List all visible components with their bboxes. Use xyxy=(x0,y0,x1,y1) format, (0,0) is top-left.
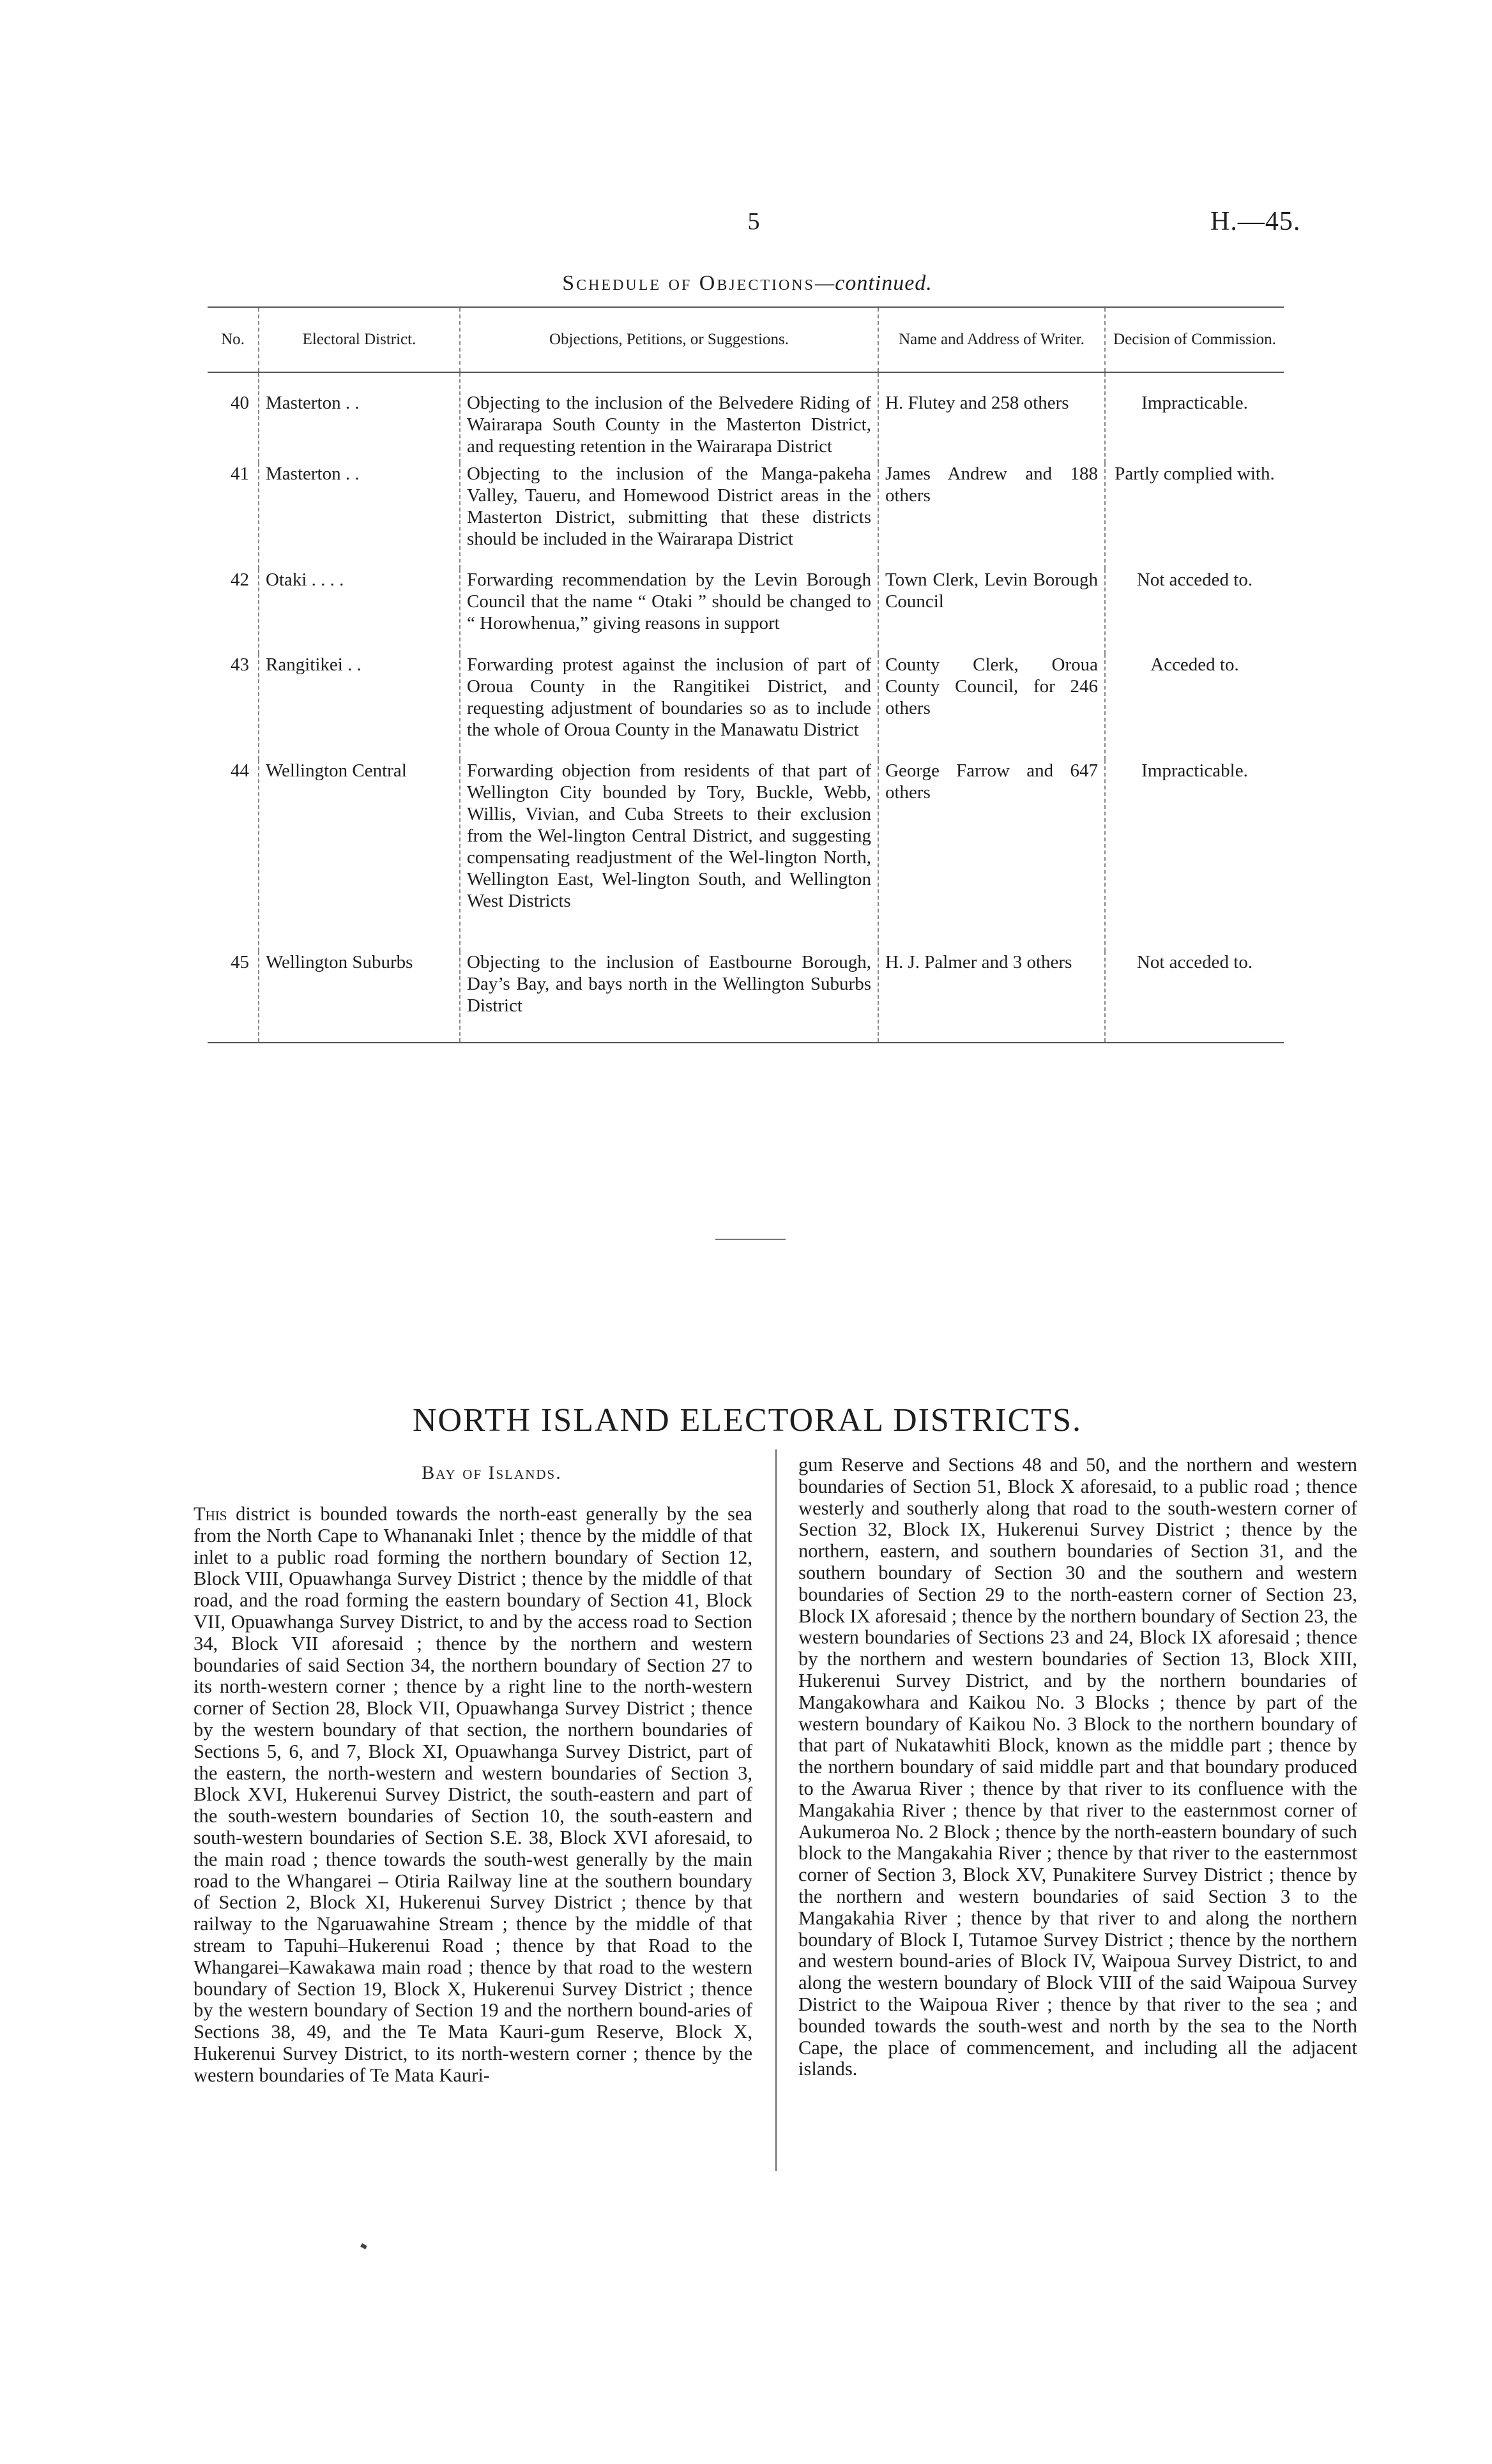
left-column-text: district is bounded towards the north-east generally by the sea from the North Cape to Whananaki Inlet ; thence by the middle of that inlet to a public road forming the northern boundary of Section 12, Block VIII, Opuawhanga Survey District ; thence by the middle of that road, and the road forming the eastern boundary of Section 41, Block VII, Opuawhanga Survey District, to and by the access road to Section 34, Block VII aforesaid ; thence by the northern and western boundaries of said Section 34, the northern boundary of Section 27 to its north-western corner ; thence by a right line to the north-western corner of Section 28, Block VII, Opuawhanga Survey District ; thence by the western boundary of that section, the northern boundaries of Sections 5, 6, and 7, Block XI, Opuawhanga Survey District, part of the eastern, the north-western and western boundaries of Section 3, Block XVI, Hukerenui Survey District, the south-eastern and part of the south-western boundaries of Section 10, the south-eastern and south-western boundaries of Section S.E. 38, Block XVI aforesaid, to the main road ; thence towards the south-west generally by the main road to the Whangarei – Otiria Railway line at the southern boundary of Section 2, Block XI, Hukerenui Survey District ; thence by that railway to the Ngaruawahine Stream ; thence by the middle of that stream to Tapuhi–Hukerenui Road ; thence by that Road to the Whangarei–Kawakawa main road ; thence by that road to the western boundary of Section 19, Block X, Hukerenui Survey District ; thence by the western boundary of Section 19 and the northern bound-aries of Sections 38, 49, and the Te Mata Kauri-gum Reserve, Block X, Hukerenui Survey District, to its north-western corner ; thence by the western boundaries of Te Mata Kauri- xyxy=(194,1503,752,2086)
table-header-row xyxy=(208,307,1284,372)
cell-no: 40 xyxy=(231,393,249,413)
cell-no: 44 xyxy=(231,760,249,781)
ink-speck xyxy=(360,2243,367,2249)
cell-objection: Forwarding objection from residents of that part of Wellington City bounded by Tory, Buckle, Webb, Willis, Vivian, and Cuba Streets to their exclusion from the Wel-lington Central District, and suggesting compensating readjustment of the Wel-lington North, Wellington East, Wel-lington South, and Wellington West Districts xyxy=(460,760,878,951)
table-row xyxy=(208,463,1284,569)
objections-table xyxy=(208,306,1284,1043)
cell-writer: George Farrow and 647 others xyxy=(878,760,1105,951)
right-column-text: gum Reserve and Sections 48 and 50, and the northern and western boundaries of Section 51, Block X aforesaid, to a public road ; thence westerly and southerly along that road to the south-western corner of Section 32, Block IX, Hukerenui Survey District ; thence by the northern, eastern, and southern boundaries of Section 31, and the southern boundary of Section 30 and the southern and western boundaries of Section 29 to the north-eastern corner of Section 23, Block IX aforesaid ; thence by the northern boundary of Section 23, the western boundaries of Sections 23 and 24, Block IX aforesaid ; thence by the northern and western boundaries of Section 13, Block XIII, Hukerenui Survey District, and by the northern boundaries of Mangakowhara and Kaikou No. 3 Blocks ; thence by part of the western boundary of Kaikou No. 3 Block to the northern boundary of that part of Nukatawhiti Block, known as the middle part ; thence by the northern boundary of said middle part and that boundary produced to the Awarua River ; thence by that river to its confluence with the Mangakahia River ; thence by that river to the easternmost corner of Aukumeroa No. 2 Block ; thence by the north-eastern boundary of such block to the Mangakahia River ; thence by that river to the easternmost corner of Section 3, Block XV, Punakitere Survey District ; thence by the northern and western boundaries of said Section 3 to the Mangakahia River ; thence by that river to and along the northern boundary of Block I, Tutamoe Survey District ; thence by the northern and western bound-aries of Block IV, Waipoua Survey District, to and along the western boundary of Block VIII of the said Waipoua Survey District to the Waipoua River ; thence by that river to the sea ; and bounded towards the south-west and north by the sea to the North Cape, the place of commencement, and including all the adjacent islands. xyxy=(798,1454,1357,2080)
cell-objection: Forwarding protest against the inclusion of part of Oroua County in the Rangitikei District, and requesting adjustment of boundaries so as to include the whole of Oroua County in the Manawatu District xyxy=(460,654,878,760)
district-heading: Bay of Islands. xyxy=(422,1462,562,1483)
cell-no: 41 xyxy=(231,464,249,484)
cell-writer: Town Clerk, Levin Borough Council xyxy=(878,569,1105,654)
cell-writer: James Andrew and 188 others xyxy=(878,463,1105,569)
cell-decision: Impracticable. xyxy=(1105,372,1284,463)
cell-district: Wellington Central xyxy=(259,760,460,951)
cell-objection: Objecting to the inclusion of Eastbourne Borough, Day’s Bay, and bays north in the Wellington Suburbs District xyxy=(460,951,878,1043)
section-divider xyxy=(715,1239,786,1240)
cell-district: Otaki . . . . xyxy=(259,569,460,654)
cell-decision: Impracticable. xyxy=(1105,760,1284,951)
section-heading: NORTH ISLAND ELECTORAL DISTRICTS. xyxy=(413,1402,1082,1439)
page-number: 5 xyxy=(747,208,760,235)
cell-district: Masterton . . xyxy=(259,463,460,569)
col-header-no: No. xyxy=(208,307,259,372)
cell-objection: Forwarding recommendation by the Levin Borough Council that the name “ Otaki ” should be changed to “ Horowhenua,” giving reasons in support xyxy=(460,569,878,654)
cell-decision: Acceded to. xyxy=(1105,654,1284,760)
cell-decision: Not acceded to. xyxy=(1105,569,1284,654)
table-row xyxy=(208,372,1284,463)
cell-writer: H. J. Palmer and 3 others xyxy=(878,951,1105,1043)
table-row xyxy=(208,654,1284,760)
cell-objection: Objecting to the inclusion of the Manga-pakeha Valley, Taueru, and Homewood District areas in the Masterton District, submitting that these districts should be included in the Wairarapa District xyxy=(460,463,878,569)
schedule-title-main: Schedule of Objections xyxy=(562,271,815,295)
cell-objection: Objecting to the inclusion of the Belvedere Riding of Wairarapa South County in the Masterton District, and requesting retention in the Wairarapa District xyxy=(460,372,878,463)
cell-district: Wellington Suburbs xyxy=(259,951,460,1043)
cell-no: 42 xyxy=(231,570,249,590)
document-reference: H.—45. xyxy=(1210,207,1301,236)
col-header-district: Electoral District. xyxy=(259,307,460,372)
cell-district: Rangitikei . . xyxy=(259,654,460,760)
col-header-objections: Objections, Petitions, or Suggestions. xyxy=(460,307,878,372)
cell-writer: H. Flutey and 258 others xyxy=(878,372,1105,463)
col-header-writer: Name and Address of Writer. xyxy=(878,307,1105,372)
column-rule xyxy=(775,1449,777,2171)
col-header-decision: Decision of Commission. xyxy=(1105,307,1284,372)
cell-district: Masterton . . xyxy=(259,372,460,463)
boundary-text-right-column xyxy=(798,1455,1357,2080)
schedule-title xyxy=(396,271,1099,296)
boundary-text-left-column xyxy=(194,1504,752,2087)
cell-no: 45 xyxy=(208,951,259,1043)
schedule-title-suffix: —continued. xyxy=(815,271,933,295)
cell-decision: Partly complied with. xyxy=(1105,463,1284,569)
table-row xyxy=(208,951,1284,1043)
opening-word: This xyxy=(194,1503,227,1525)
cell-decision: Not acceded to. xyxy=(1105,951,1284,1043)
table-row xyxy=(208,760,1284,951)
table-row xyxy=(208,569,1284,654)
cell-writer: County Clerk, Oroua County Council, for 246 others xyxy=(878,654,1105,760)
cell-no: 43 xyxy=(231,654,249,675)
